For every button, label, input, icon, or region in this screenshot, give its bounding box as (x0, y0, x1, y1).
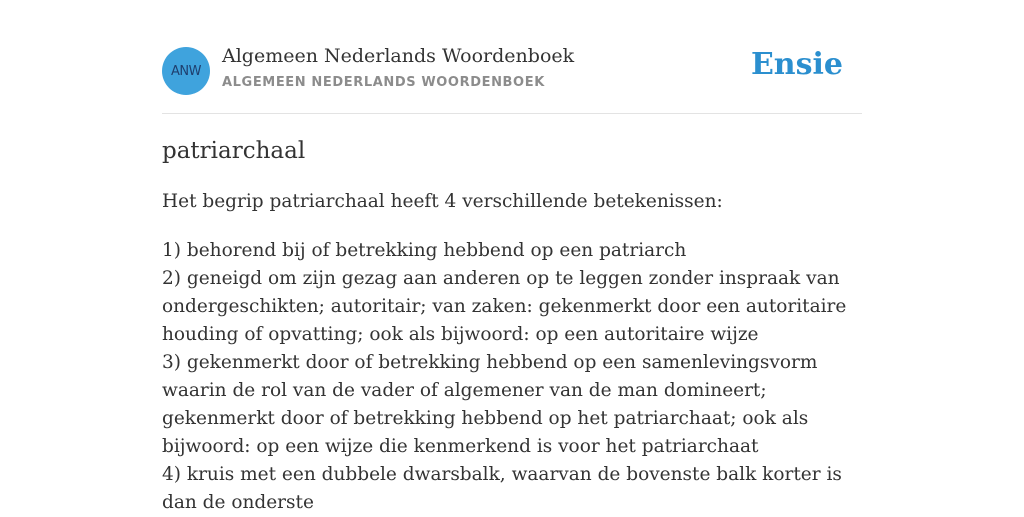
entry-card (162, 0, 862, 513)
definition-item: 3) gekenmerkt door of betrekking hebbend op een samenlevingsvorm waarin de rol van de vader of algemener van de man domineert; gekenmerkt door of betrekking hebbend op het patriarchaat; ook als bijwoord: op een wijze die kenmerkend is voor het patriarchaat (162, 352, 818, 457)
entry-header (162, 0, 862, 114)
definition-list (162, 237, 862, 517)
definition-item: 4) kruis met een dubbele dwarsbalk, waarvan de bovenste balk korter is dan de onderste (162, 464, 842, 513)
definition-item: 2) geneigd om zijn gezag aan anderen op te leggen zonder inspraak van ondergeschikten; autoritair; van zaken: gekenmerkt door een autoritaire houding of opvatting; ook als bijwoord: op een autoritaire wijze (162, 268, 847, 345)
definition-item: 1) behorend bij of betrekking hebbend op een patriarch (162, 240, 687, 261)
entry-intro: Het begrip patriarchaal heeft 4 verschillende betekenissen: (162, 191, 723, 212)
source-subtitle: ALGEMEEN NEDERLANDS WOORDENBOEK (222, 75, 545, 90)
entry-term: patriarchaal (162, 138, 306, 164)
brand-logo[interactable]: Ensie (750, 47, 843, 82)
avatar-text: ANW (171, 63, 201, 79)
source-avatar[interactable] (162, 47, 210, 95)
source-title[interactable]: Algemeen Nederlands Woordenboek (222, 45, 575, 67)
